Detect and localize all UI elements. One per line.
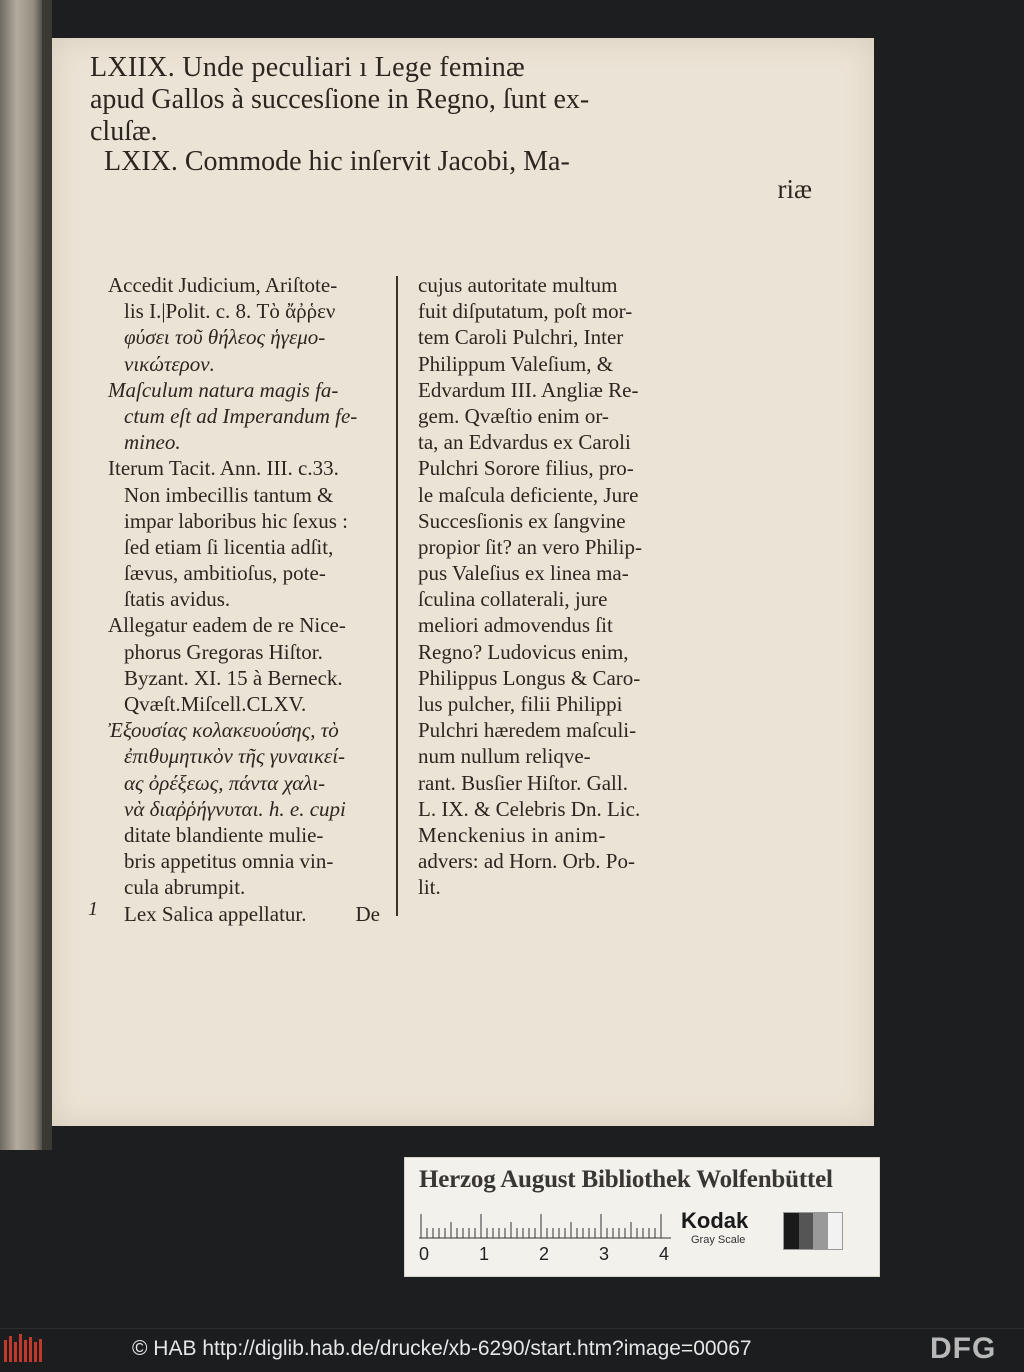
- left-line: ſed etiam ſi licentia adſit,: [124, 534, 334, 559]
- right-line: pus Valeſius ex linea ma-: [418, 561, 629, 586]
- left-line: νικώτερον.: [124, 351, 215, 376]
- right-line: Pulchri Sorore filius, pro-: [418, 456, 634, 481]
- right-line: gem. Qvæſtio enim or-: [418, 403, 609, 428]
- left-line: Accedit Judicium, Ariſtote-: [108, 273, 338, 297]
- right-line: Philippus Longus & Caro-: [418, 665, 641, 690]
- right-line: Philippum Valeſium, &: [418, 351, 614, 376]
- left-line: Byzant. XI. 15 à Berneck.: [124, 665, 343, 690]
- left-line: Ἐξουσίας κολακευούσης, τὸ: [108, 718, 339, 743]
- right-line: advers: ad Horn. Orb. Po-: [418, 849, 635, 874]
- gray-scale-swatch: [783, 1212, 843, 1250]
- right-line: L. IX. & Celebris Dn. Lic.: [418, 796, 641, 821]
- left-line: ας ὀρέξεως, πάντα χαλι-: [124, 770, 326, 795]
- left-line: Qvæſt.Miſcell.CLXV.: [124, 692, 307, 716]
- library-stamp: [404, 1157, 880, 1277]
- left-line: ſævus, ambitioſus, pote-: [124, 561, 326, 586]
- right-line: fuit diſputatum, poſt mor-: [418, 299, 633, 324]
- footer-copyright: © HAB http://diglib.hab.de/drucke/xb-6290/start.htm?image=00067: [132, 1337, 752, 1360]
- ruler-number: 1: [479, 1244, 490, 1264]
- right-line: meliori admovendus ſit: [418, 613, 613, 638]
- right-line: propior ſit? an vero Philip-: [418, 534, 642, 559]
- footnote-marker: 1: [88, 898, 98, 920]
- right-line: lit.: [418, 875, 441, 900]
- gray-scale-label: Gray Scale: [691, 1234, 746, 1246]
- book-gutter: [42, 0, 52, 1150]
- right-line: rant. Busſier Hiſtor. Gall.: [418, 770, 628, 795]
- ruler-number: 3: [599, 1244, 610, 1264]
- right-line: num nullum reliqve-: [418, 744, 591, 769]
- left-line: Non imbecillis tantum &: [124, 482, 334, 507]
- left-line: phorus Gregoras Hiſtor.: [124, 639, 323, 664]
- ruler-number: 2: [539, 1244, 550, 1264]
- dfg-logo: DFG: [930, 1332, 997, 1365]
- left-line: Iterum Tacit. Ann. III. c.33.: [108, 456, 339, 481]
- left-line: Allegatur eadem de re Nice-: [108, 613, 346, 638]
- left-line: φύσει τοῦ θήλεος ἡγεμο-: [124, 325, 326, 350]
- left-line: Maſculum natura magis fa-: [108, 377, 339, 402]
- left-column: [108, 272, 380, 927]
- ruler-scale: [419, 1210, 671, 1240]
- catchword: riæ: [777, 174, 812, 204]
- right-line: le maſcula deficiente, Jure: [418, 482, 639, 507]
- right-line: Menckenius in anim-: [418, 822, 606, 847]
- library-name: Herzog August Bibliothek Wolfenbüttel: [419, 1166, 833, 1193]
- column-divider: [396, 276, 398, 916]
- ruler-number: 4: [659, 1244, 670, 1264]
- right-line: tem Caroli Pulchri, Inter: [418, 325, 624, 350]
- left-line: ἐπιθυμητικὸν τῆς γυναικεί-: [124, 744, 346, 769]
- footnote-catchword: De: [355, 901, 380, 926]
- right-column: [418, 272, 676, 901]
- kodak-logo: Kodak: [681, 1208, 749, 1233]
- heading-line-3: cluſæ.: [90, 116, 158, 147]
- left-line: νὰ διαῤῥήγνυται. h. e. cupi: [124, 796, 346, 821]
- left-line: bris appetitus omnia vin-: [124, 849, 334, 874]
- left-line: ſtatis avidus.: [124, 587, 231, 612]
- left-line: mineo.: [124, 430, 181, 455]
- right-line: Edvardum III. Angliæ Re-: [418, 377, 639, 402]
- left-line: ditate blandiente mulie-: [124, 822, 324, 847]
- right-line: lus pulcher, filii Philippi: [418, 692, 623, 716]
- heading-line-2: apud Gallos à succesſione in Regno, ſunt ex-: [90, 84, 590, 115]
- previous-page-edge: [0, 0, 42, 1150]
- right-line: ſculina collaterali, jure: [418, 587, 608, 612]
- footnote-text: Lex Salica appellatur.: [124, 901, 307, 926]
- heading-line-1: LXIIX. Unde peculiari ı Lege feminæ: [90, 52, 526, 83]
- right-line: Regno? Ludovicus enim,: [418, 639, 629, 664]
- right-line: cujus autoritate multum: [418, 273, 618, 297]
- left-line: lis I.|Polit. c. 8. Τὸ ἄῤῥεν: [124, 299, 336, 324]
- right-line: Pulchri hæredem maſculi-: [418, 718, 637, 743]
- right-line: ta, an Edvardus ex Caroli: [418, 430, 631, 455]
- left-line: impar laboribus hic ſexus :: [124, 508, 348, 533]
- heading-line-4: LXIX. Commode hic inſervit Jacobi, Ma-: [104, 146, 570, 177]
- left-line: cula abrumpit.: [124, 875, 246, 900]
- footnote-line: [108, 901, 380, 927]
- left-line: ctum eſt ad Imperandum fe-: [124, 403, 358, 428]
- ruler-number: 0: [419, 1244, 430, 1264]
- right-line: Succesſionis ex ſangvine: [418, 508, 626, 533]
- hab-logo-icon: [4, 1334, 42, 1364]
